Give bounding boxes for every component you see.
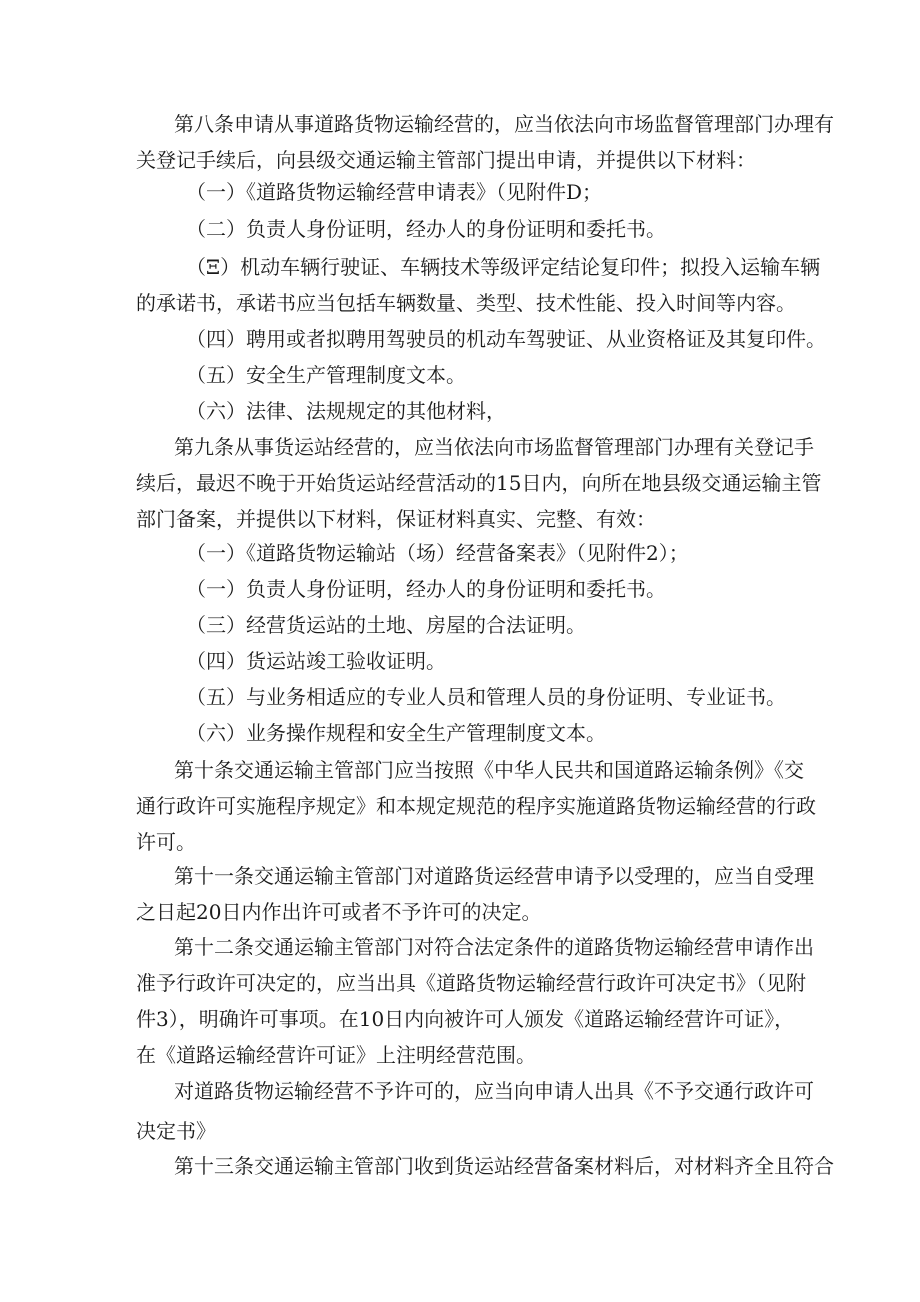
article-12-refusal-paragraph (136, 1071, 814, 1151)
text-line: 之日起20日内作出许可或者不予许可的决定。 (136, 900, 542, 924)
text-line: 第八条申请从事道路货物运输经营的，应当依法向市场监督管理部门办理有 (174, 112, 834, 136)
text-line: 准予行政许可决定的，应当出具《道路货物运输经营行政许可决定书》（见附 (136, 971, 806, 995)
article-8-item-5: （五）安全生产管理制度文本。 (186, 363, 466, 387)
article-8-paragraph (136, 106, 834, 178)
text-line: 通行政许可实施程序规定》和本规定规范的程序实施道路货物运输经营的行政 (136, 794, 816, 818)
text-line: 部门备案，并提供以下材料，保证材料真实、完整、有效： (136, 507, 656, 531)
text-line: 在《道路运输经营许可证》上注明经营范围。 (136, 1043, 536, 1067)
article-9-item-3: （三）经营货运站的土地、房屋的合法证明。 (186, 613, 586, 637)
article-8-item-3: （Ξ）机动车辆行驶证、车辆技术等级评定结论复印件；拟投入运输车辆 (186, 255, 821, 279)
article-9-paragraph (136, 429, 822, 537)
text-line: 第十一条交通运输主管部门对道路货运经营申请予以受理的，应当自受理 (174, 864, 814, 888)
article-9-item-6: （六）业务操作规程和安全生产管理制度文本。 (186, 721, 606, 745)
article-13-paragraph (136, 1148, 834, 1184)
text-line: 第九条从事货运站经营的，应当依法向市场监督管理部门办理有关登记手 (174, 435, 814, 459)
text-line: 第十条交通运输主管部门应当按照《中华人民共和国道路运输条例》《交 (174, 758, 804, 782)
article-11-paragraph (136, 858, 814, 930)
text-line: 许可。 (136, 830, 196, 854)
article-12-paragraph (136, 929, 814, 1073)
text-line: 第十二条交通运输主管部门对符合法定条件的道路货物运输经营申请作出 (174, 935, 814, 959)
text-line: 关登记手续后，向县级交通运输主管部门提出申请，并提供以下材料： (136, 148, 756, 172)
article-9-item-5: （五）与业务相适应的专业人员和管理人员的身份证明、专业证书。 (186, 685, 786, 709)
text-line: 续后，最迟不晚于开始货运站经营活动的15日内，向所在地县级交通运输主管 (136, 471, 822, 495)
article-8-item-2: （二）负责人身份证明，经办人的身份证明和委托书。 (186, 217, 666, 241)
article-8-item-6: （六）法律、法规规定的其他材料， (186, 399, 506, 423)
article-8-item-3-continued: 的承诺书，承诺书应当包括车辆数量、类型、技术性能、投入时间等内容。 (136, 291, 796, 315)
text-line: 对道路货物运输经营不予许可的，应当向申请人出具《不予交通行政许可 (174, 1079, 814, 1103)
article-9-item-4: （四）货运站竣工验收证明。 (186, 649, 446, 673)
text-line: 第十三条交通运输主管部门收到货运站经营备案材料后，对材料齐全且符合 (174, 1154, 834, 1178)
text-line: 件3），明确许可事项。在10日内向被许可人颁发《道路运输经营许可证》， (136, 1007, 795, 1031)
text-line: 决定书》 (136, 1119, 216, 1143)
article-9-item-2: （一）负责人身份证明，经办人的身份证明和委托书。 (186, 577, 666, 601)
article-8-item-4: （四）聘用或者拟聘用驾驶员的机动车驾驶证、从业资格证及其复印件。 (186, 327, 826, 351)
article-8-item-1: （一）《道路货物运输经营申请表》（见附件D； (186, 180, 603, 204)
article-10-paragraph (136, 752, 816, 860)
article-9-item-1: （一）《道路货物运输站（场）经营备案表》（见附件2）； (186, 541, 689, 565)
